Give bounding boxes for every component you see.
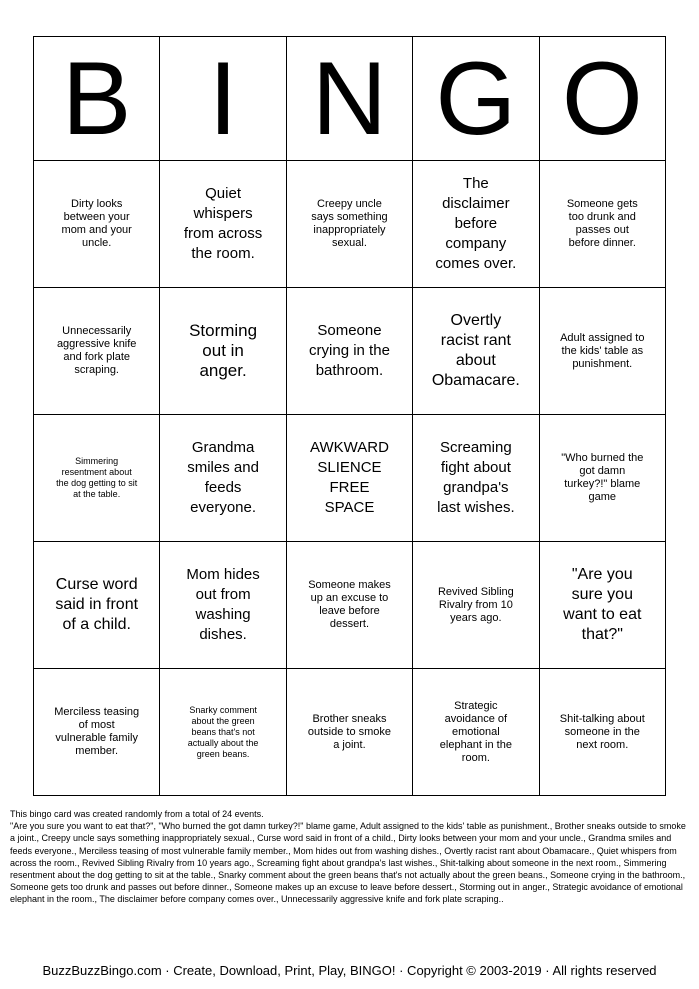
- bingo-row: [34, 415, 666, 542]
- bingo-card: [33, 36, 666, 796]
- bingo-cell: [160, 542, 286, 669]
- bingo-header-row: [34, 37, 666, 161]
- bingo-cell-text: Quiet whispers from across the room.: [183, 185, 263, 262]
- bingo-cell-text: Merciless teasing of most vulnerable family member.: [54, 706, 140, 757]
- bingo-cell-text: Grandma smiles and feeds everyone.: [187, 439, 259, 516]
- bingo-cell-text: Someone makes up an excuse to leave before dessert.: [308, 579, 391, 630]
- bingo-cell-text: Unnecessarily aggressive knife and fork plate scraping.: [56, 325, 137, 376]
- bingo-cell: [160, 288, 286, 415]
- header-letter-b: B: [34, 37, 160, 161]
- bingo-cell-text: Shit-talking about someone in the next room.: [559, 712, 645, 751]
- bingo-cell-text: Dirty looks between your mom and your uncle.: [61, 198, 132, 249]
- event-list: [10, 808, 690, 906]
- header-letter-i: I: [160, 37, 286, 161]
- bingo-grid: [34, 161, 666, 796]
- bingo-cell-text: AWKWARD SLIENCE FREE SPACE: [310, 439, 389, 516]
- bingo-cell: [539, 669, 665, 796]
- bingo-row: [34, 161, 666, 288]
- bingo-cell: [413, 415, 539, 542]
- bingo-cell: [539, 415, 665, 542]
- bingo-cell: [34, 669, 160, 796]
- bingo-cell: [286, 415, 412, 542]
- bingo-cell: [286, 288, 412, 415]
- bingo-cell: [413, 542, 539, 669]
- bingo-cell-text: Creepy uncle says something inappropriately sexual.: [311, 198, 388, 249]
- bingo-cell-text: Screaming fight about grandpa's last wishes.: [437, 439, 515, 516]
- bingo-cell-text: Curse word said in front of a child.: [55, 576, 139, 633]
- header-letter-g: G: [413, 37, 539, 161]
- bingo-cell: [539, 542, 665, 669]
- bingo-cell-text: Mom hides out from washing dishes.: [186, 566, 260, 643]
- bingo-cell: [413, 669, 539, 796]
- bingo-cell: [34, 542, 160, 669]
- bingo-cell-text: Overtly racist rant about Obamacare.: [431, 312, 520, 389]
- site-footer: BuzzBuzzBingo.com · Create, Download, Print, Play, BINGO! · Copyright © 2003-2019 · All rights reserved: [42, 963, 657, 978]
- bingo-cell-text: Strategic avoidance of emotional elephant in the room.: [439, 699, 512, 764]
- bingo-row: [34, 669, 666, 796]
- bingo-cell-text: "Are you sure you want to eat that?": [563, 566, 642, 643]
- bingo-cell-text: Someone crying in the bathroom.: [309, 322, 390, 379]
- bingo-cell-text: "Who burned the got damn turkey?!" blame game: [561, 452, 644, 503]
- bingo-cell: [286, 669, 412, 796]
- bingo-cell-text: Storming out in anger.: [189, 321, 258, 380]
- bingo-cell-text: The disclaimer before company comes over.: [435, 175, 517, 272]
- event-list-items: "Are you sure you want to eat that?", "Who burned the got damn turkey?!" blame game, Adult assigned to the kids' table as punishment., Brother sneaks outside to smoke a joint., Creepy uncle says something inappropriately sexual., Curse word said in front of a child., Dirty looks between your mom and your uncle., Grandma smiles and feeds everyone., Merciless teasing of most vulnerable family member., Mom hides out from washing dishes., Overtly racist rant about Obamacare., Quiet whispers from across the room., Revived Sibling Rivalry from 10 years ago., Screaming fight about grandpa's last wishes., Shit-talking about someone in the next room., Simmering resentment about the dog getting to sit at the table., Snarky comment about the green beans that's not actually about the green beans., Someone crying in the bathroom., Someone gets too drunk and passes out before dinner., Someone makes up an excuse to leave before dessert., Storming out in anger., Strategic avoidance of emotional elephant in the room., The disclaimer before company comes over., Unnecessarily aggressive knife and fork plate scraping..: [10, 821, 686, 905]
- bingo-cell: [286, 542, 412, 669]
- header-letter-n: N: [286, 37, 412, 161]
- bingo-cell: [413, 288, 539, 415]
- bingo-row: [34, 542, 666, 669]
- bingo-cell-text: Adult assigned to the kids' table as punishment.: [560, 331, 645, 370]
- bingo-cell: [34, 288, 160, 415]
- bingo-cell: [286, 161, 412, 288]
- bingo-cell: [160, 415, 286, 542]
- bingo-cell: [34, 415, 160, 542]
- event-list-intro: This bingo card was created randomly from a total of 24 events.: [10, 809, 264, 819]
- bingo-row: [34, 288, 666, 415]
- bingo-cell-text: Revived Sibling Rivalry from 10 years ago.: [437, 585, 514, 624]
- bingo-cell-text: Snarky comment about the green beans that's not actually about the green beans.: [187, 704, 259, 759]
- bingo-cell: [539, 288, 665, 415]
- bingo-cell-text: Simmering resentment about the dog getting to sit at the table.: [56, 456, 138, 499]
- bingo-cell-text: Someone gets too drunk and passes out before dinner.: [566, 198, 638, 249]
- bingo-cell: [160, 161, 286, 288]
- bingo-cell: [413, 161, 539, 288]
- bingo-cell: [160, 669, 286, 796]
- bingo-cell-text: Brother sneaks outside to smoke a joint.: [307, 712, 392, 751]
- bingo-cell: [34, 161, 160, 288]
- bingo-cell: [539, 161, 665, 288]
- header-letter-o: O: [539, 37, 665, 161]
